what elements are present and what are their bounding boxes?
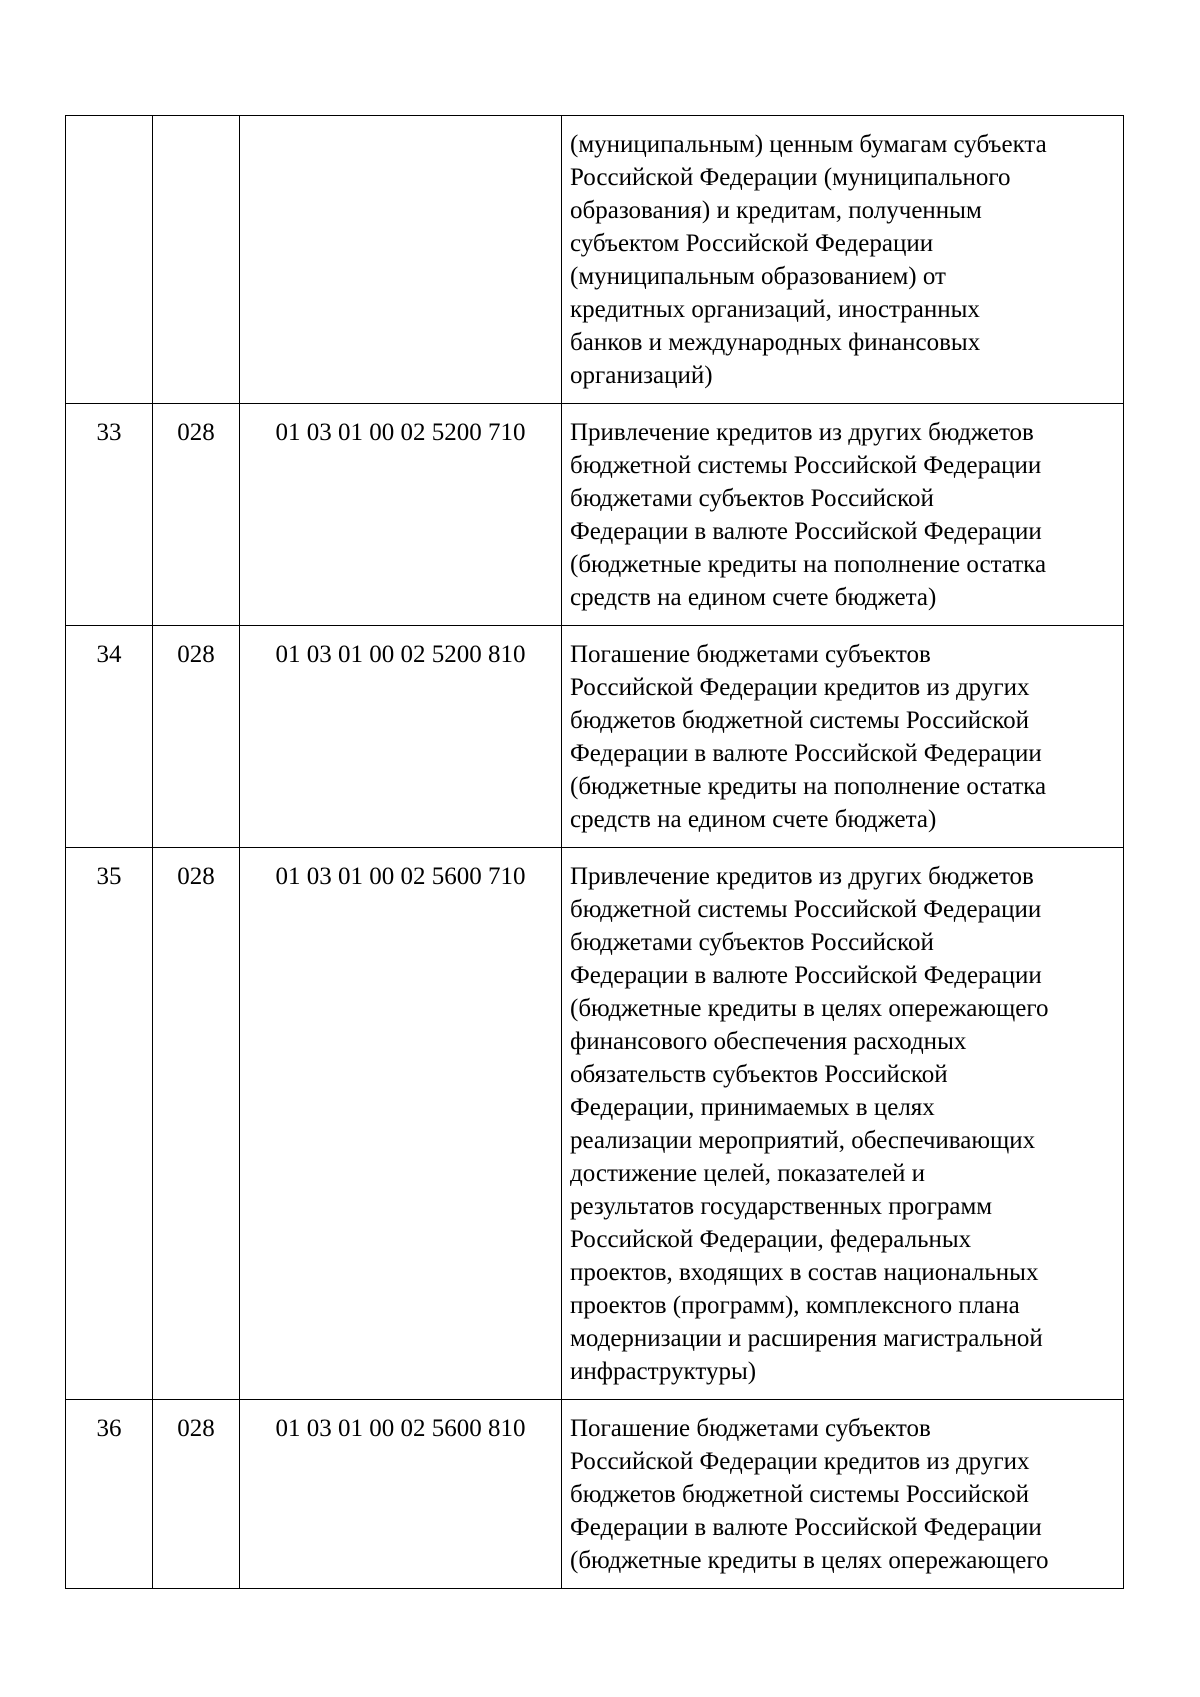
admin-code: 028 <box>153 404 240 626</box>
row-number: 36 <box>66 1400 153 1589</box>
admin-code: 028 <box>153 626 240 848</box>
budget-classification-code: 01 03 01 00 02 5200 710 <box>240 404 562 626</box>
row-number <box>66 116 153 404</box>
row-number: 33 <box>66 404 153 626</box>
admin-code: 028 <box>153 848 240 1400</box>
source-name: Погашение бюджетами субъектов Российской Федерации кредитов из других бюджетов бюджетной системы Российской Федерации в валюте Российской Федерации (бюджетные кредиты в целях опережающего <box>562 1400 1124 1589</box>
budget-classification-code: 01 03 01 00 02 5200 810 <box>240 626 562 848</box>
row-number: 35 <box>66 848 153 1400</box>
table-row <box>66 626 1124 848</box>
budget-classification-code: 01 03 01 00 02 5600 710 <box>240 848 562 1400</box>
budget-classification-code: 01 03 01 00 02 5600 810 <box>240 1400 562 1589</box>
source-name: Привлечение кредитов из других бюджетов бюджетной системы Российской Федерации бюджетами субъектов Российской Федерации в валюте Российской Федерации (бюджетные кредиты в целях опережающего финансового обеспечения расходных обязательств субъектов Российской Федерации, принимаемых в целях реализации мероприятий, обеспечивающих достижение целей, показателей и результатов государственных программ Российской Федерации, федеральных проектов, входящих в состав национальных проектов (программ), комплексного плана модернизации и расширения магистральной инфраструктуры) <box>562 848 1124 1400</box>
row-number: 34 <box>66 626 153 848</box>
table-row <box>66 1400 1124 1589</box>
table-row <box>66 404 1124 626</box>
source-name: Погашение бюджетами субъектов Российской Федерации кредитов из других бюджетов бюджетной системы Российской Федерации в валюте Российской Федерации (бюджетные кредиты на пополнение остатка средств на едином счете бюджета) <box>562 626 1124 848</box>
source-name: Привлечение кредитов из других бюджетов бюджетной системы Российской Федерации бюджетами субъектов Российской Федерации в валюте Российской Федерации (бюджетные кредиты на пополнение остатка средств на едином счете бюджета) <box>562 404 1124 626</box>
source-name: (муниципальным) ценным бумагам субъекта Российской Федерации (муниципального образования) и кредитам, полученным субъектом Российской Федерации (муниципальным образованием) от кредитных организаций, иностранных банков и международных финансовых организаций) <box>562 116 1124 404</box>
table-row <box>66 848 1124 1400</box>
admin-code: 028 <box>153 1400 240 1589</box>
admin-code <box>153 116 240 404</box>
budget-classification-code <box>240 116 562 404</box>
table-row <box>66 116 1124 404</box>
budget-codes-table <box>65 115 1124 1589</box>
